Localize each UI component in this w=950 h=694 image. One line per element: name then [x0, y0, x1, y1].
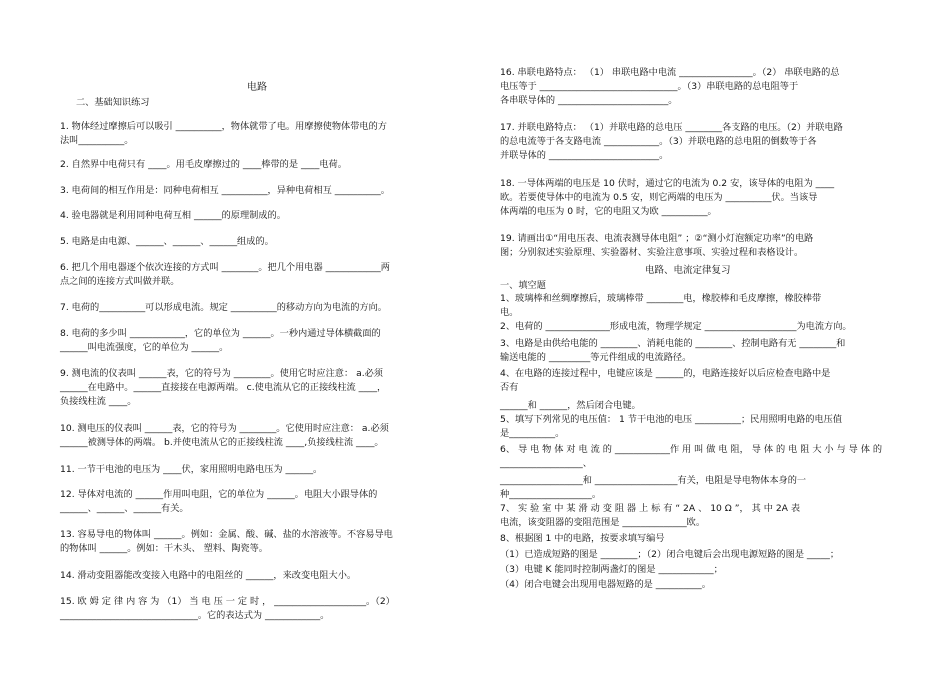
review-question-3	[500, 337, 845, 365]
question-6	[60, 261, 390, 289]
review-question-7	[500, 502, 800, 530]
question-3	[60, 184, 390, 198]
question-line: 是__________。	[500, 428, 565, 439]
question-line: （1）已造成短路的图是 ________；（2）闭合电键后会出现电源短路的图是 _____；	[500, 549, 840, 560]
question-11	[60, 463, 322, 477]
question-line: 的物体叫 ______。例如：干木头、 塑料、陶瓷等。	[60, 543, 268, 554]
question-line: 1. 物体经过摩擦后可以吸引 __________，物体就带了电。用摩擦使物体带电的方	[60, 121, 387, 132]
question-line: 4. 验电器就是利用同种电荷互相 ______的原理制成的。	[60, 210, 286, 221]
question-line: 图；分别叙述实验原理、实验器材、实验注意事项、实验过程和表格设计。	[500, 247, 804, 258]
question-line: 电。	[500, 307, 519, 318]
question-line: （3）电键 K 能同时控制两盏灯的图是 ____________；	[500, 564, 723, 575]
question-5	[60, 235, 274, 249]
question-line: ______、______、______有关。	[60, 503, 189, 514]
review-question-8-4	[500, 578, 711, 592]
question-line: 15. 欧 姆 定 律 内 容 为 （1） 当 电 压 一 定 时 ， ____________________。（2）	[60, 596, 395, 607]
question-12	[60, 488, 377, 516]
review-question-4	[500, 367, 830, 413]
question-line: 欧。若要使导体中的电流为 0.5 安，则它两端的电压为 __________伏。当该导	[500, 192, 818, 203]
question-line: 8、根据图 1 中的电路，按要求填写编号	[500, 533, 665, 544]
question-line: 否有	[500, 382, 519, 393]
question-line: 5. 电路是由电源、______、______、______组成的。	[60, 236, 274, 247]
question-line: 种__________________。	[500, 489, 602, 500]
question-line: 法叫__________。	[60, 135, 134, 146]
question-line: 1、玻璃棒和丝绸摩擦后，玻璃棒带 ________电，橡胶棒和毛皮摩擦，橡胶棒带	[500, 293, 822, 304]
question-line: 输送电能的 _________等元件组成的电流路径。	[500, 352, 692, 363]
question-line: 2. 自然界中电荷只有 ____。用毛皮摩擦过的 ____棒带的是 ____电荷。	[60, 159, 347, 170]
question-line: 负接线柱流 ____。	[60, 396, 137, 407]
question-line: 9. 测电流的仪表叫 ______表，它的符号为 ________。使用它时应注意： a.必须	[60, 368, 383, 379]
question-line: ______被测导体的两端。 b.并使电流从它的正接线柱流 ____,负接线柱流 ____。	[60, 437, 384, 448]
question-line: 7. 电荷的__________可以形成电流。规定 __________的移动方向为电流的方向。	[60, 302, 387, 313]
question-18	[500, 177, 834, 219]
question-13	[60, 528, 393, 556]
question-line: 19. 请画出①“用电压表、电流表测导体电阻” ；②“测小灯泡额定功率”的电路	[500, 233, 814, 244]
question-8	[60, 327, 381, 355]
question-line: 电压等于 ______________________________。（3）串联电路的总电阻等于	[500, 81, 799, 92]
question-line: __________________、	[500, 458, 592, 469]
review-question-1	[500, 292, 821, 320]
review-question-5	[500, 413, 842, 441]
question-line: 电流，该变阻器的变阻范围是 ______________欧。	[500, 517, 706, 528]
question-line: 7、 实 验 室 中 某 滑 动 变 阻 器 上 标 有 “ 2A 、 10 Ω ”， 其 中 2A 表	[500, 503, 801, 514]
question-4	[60, 209, 286, 223]
question-line: 3. 电荷间的相互作用是：同种电荷相互 __________，异种电荷相互 __________。	[60, 185, 390, 196]
question-line: 16. 串联电路特点： （1） 串联电路中电流 ________________。（2） 串联电路的总	[500, 67, 840, 78]
question-1	[60, 120, 387, 148]
question-line: 13. 容易导电的物体叫 ______。例如：金属、酸、碱、盐的水溶液等。不容易导电	[60, 529, 393, 540]
question-15	[60, 595, 395, 623]
question-line: 2、电荷的 ______________形成电流，物理学规定 ____________________为电流方向。	[500, 321, 852, 332]
question-line: 点之间的连接方式叫做并联。	[60, 276, 180, 287]
question-line: 6. 把几个用电器逐个依次连接的方式叫 ________。把几个用电器 ____________两	[60, 262, 390, 273]
question-line: 14. 滑动变阻器能改变接入电路中的电阻丝的 ______，来改变电阻大小。	[60, 570, 357, 581]
question-line: 体两端的电压为 0 时，它的电阻又为欧 __________。	[500, 206, 717, 217]
review-question-8-3	[500, 563, 723, 577]
question-line: __________________和 __________________有关，电阻是导电物体本身的一	[500, 475, 807, 486]
question-line: 12. 导体对电流的 ______作用叫电阻，它的单位为 ______。电阻大小跟导体的	[60, 489, 378, 500]
question-line: 18. 一导体两端的电压是 10 伏时，通过它的电流为 0.2 安，该导体的电阻为 ____	[500, 178, 835, 189]
question-16	[500, 66, 840, 108]
review-question-8	[500, 532, 665, 546]
question-line: 11. 一节干电池的电压为 ____伏，家用照明电路电压为 ______。	[60, 464, 323, 475]
question-line: ______在电路中。______直接接在电源两端。 c.使电流从它的正接线柱流 ____，	[60, 382, 387, 393]
review-question-8-1	[500, 548, 839, 562]
question-line: ______________________________。它的表达式为 ____________。	[60, 610, 330, 621]
review-section-heading: 一、填空题	[500, 280, 546, 291]
question-line: 17. 并联电路特点： （1）并联电路的总电压 ________各支路的电压。（2）并联电路	[500, 122, 843, 133]
question-9	[60, 367, 386, 409]
question-2	[60, 158, 347, 172]
question-10	[60, 422, 389, 450]
question-line: 4、在电路的连接过程中，电键应该是 ______的，电路连接好以后应检查电路中是	[500, 368, 831, 379]
question-line: 3、电路是由供给电能的 ________、消耗电能的 ________、控制电路有无 ________和	[500, 338, 846, 349]
question-7	[60, 301, 387, 315]
question-19	[500, 232, 813, 260]
question-line: 并联导体的 ________________________。	[500, 150, 669, 161]
question-line: ______叫电流强度，它的单位为 ______。	[60, 342, 229, 353]
question-17	[500, 121, 843, 163]
question-line: 10. 测电压的仪表叫 ______表，它的符号为 ________。它使用时应注意： a.必须	[60, 423, 389, 434]
review-title: 电路、电流定律复习	[645, 265, 731, 276]
question-14	[60, 569, 356, 583]
review-question-2	[500, 320, 852, 334]
review-question-6	[500, 443, 882, 502]
question-line: 6、 导 电 物 体 对 电 流 的 ____________作 用 叫 做 电 阻， 导 体 的 电 阻 大 小 与 导 体 的	[500, 444, 883, 455]
question-line: （4）闭合电键会出现用电器短路的是 __________。	[500, 579, 711, 590]
section-heading: 二、基础知识练习	[76, 97, 150, 108]
page-title: 电路	[247, 82, 267, 93]
question-line: 8. 电荷的多少叫 ____________，它的单位为 ______。一秒内通过导体横截面的	[60, 328, 381, 339]
question-line: 5、填写下列常见的电压值： 1 节干电池的电压 __________；民用照明电路的电压值	[500, 414, 843, 425]
question-line: 的总电流等于各支路电流 ____________。（3）并联电路的总电阻的倒数等于各	[500, 136, 817, 147]
question-line: ______和 ______，然后闭合电键。	[500, 400, 641, 411]
question-line: 各串联导体的 ________________________。	[500, 95, 678, 106]
